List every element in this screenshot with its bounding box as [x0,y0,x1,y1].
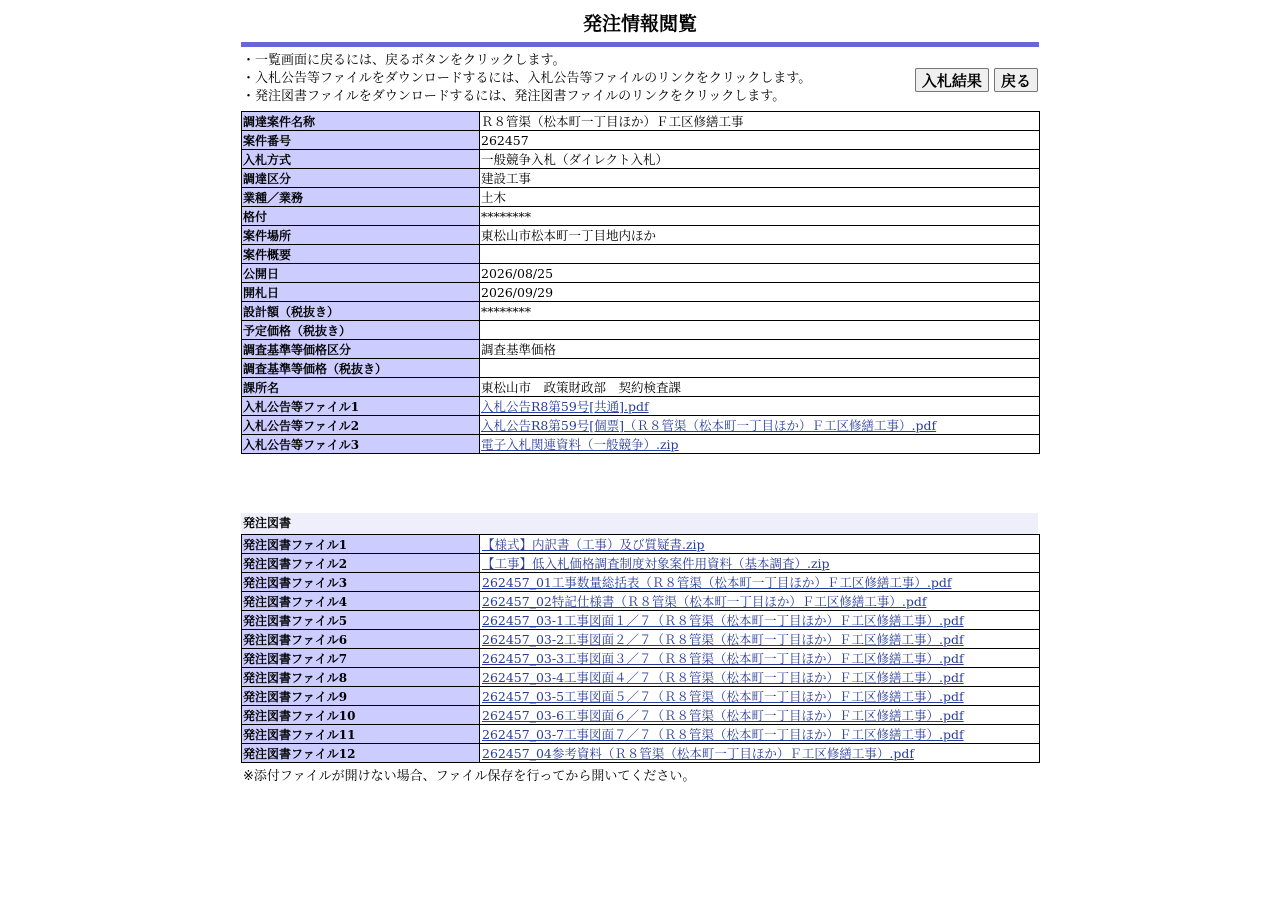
row-value-cell [480,397,1040,416]
instruction-drawing-download: ・発注図書ファイルをダウンロードするには、発注図書ファイルのリンクをクリックします。 [242,89,786,104]
file-download-link[interactable]: 入札公告R8第59号[共通].pdf [481,399,649,414]
info-row [242,169,1040,188]
row-value-cell [480,226,1040,245]
row-value-cell [480,416,1040,435]
row-label: 格付 [242,207,480,226]
row-value-cell [480,188,1040,207]
info-row [242,131,1040,150]
row-label: 発注図書ファイル1 [242,535,480,554]
row-value-cell [480,725,1040,744]
row-value: 東松山市 政策財政部 契約検査課 [481,380,682,395]
back-button[interactable]: 戻る [994,68,1038,92]
drawing-file-row [242,611,1040,630]
row-label: 開札日 [242,283,480,302]
file-download-link[interactable]: 電子入札関連資料（一般競争）.zip [481,437,679,452]
file-download-link[interactable]: 262457_01工事数量総括表（Ｒ８管渠（松本町一丁目ほか）Ｆ工区修繕工事）.pdf [482,575,952,590]
row-value-cell [480,706,1040,725]
bid-results-button[interactable]: 入札結果 [915,68,989,92]
row-value: 土木 [481,190,507,205]
row-label: 発注図書ファイル12 [242,744,480,763]
row-label: 発注図書ファイル7 [242,649,480,668]
instructions-list [242,52,811,106]
row-label: 入札公告等ファイル2 [242,416,480,435]
drawing-file-row [242,630,1040,649]
row-value-cell [480,207,1040,226]
file-download-link[interactable]: 262457_03-4工事図面４／７（Ｒ８管渠（松本町一丁目ほか）Ｆ工区修繕工事）.pdf [482,670,964,685]
row-value: ******** [481,303,531,319]
row-value-cell [480,340,1040,359]
row-label: 発注図書ファイル3 [242,573,480,592]
row-value: 東松山市松本町一丁目地内ほか [481,228,657,243]
file-download-link[interactable]: 262457_03-5工事図面５／７（Ｒ８管渠（松本町一丁目ほか）Ｆ工区修繕工事）.pdf [482,689,964,704]
row-value: 262457 [481,132,529,148]
drawings-heading: 発注図書 [241,513,1038,534]
row-label: 調達区分 [242,169,480,188]
row-value-cell [480,302,1040,321]
file-download-link[interactable]: 262457_03-6工事図面６／７（Ｒ８管渠（松本町一丁目ほか）Ｆ工区修繕工事）.pdf [482,708,964,723]
row-label: 設計額（税抜き） [242,302,480,321]
info-row [242,340,1040,359]
info-row [242,207,1040,226]
row-value-cell [480,378,1040,397]
info-row [242,150,1040,169]
page-container [241,0,1039,454]
page-title: 発注情報閲覧 [582,13,697,35]
instruction-announcement-download: ・入札公告等ファイルをダウンロードするには、入札公告等ファイルのリンクをクリックします。 [242,71,812,86]
row-value-cell [480,245,1040,264]
row-value-cell [480,592,1040,611]
action-buttons [915,68,1038,92]
row-label: 入札方式 [242,150,480,169]
info-row [242,188,1040,207]
row-label: 入札公告等ファイル3 [242,435,480,454]
row-label: 発注図書ファイル11 [242,725,480,744]
file-download-link[interactable]: 入札公告R8第59号[個票]（Ｒ８管渠（松本町一丁目ほか）Ｆ工区修繕工事）.pdf [481,418,937,433]
row-value-cell [480,321,1040,340]
drawing-file-row [242,687,1040,706]
info-row [242,264,1040,283]
file-download-link[interactable]: 262457_03-2工事図面２／７（Ｒ８管渠（松本町一丁目ほか）Ｆ工区修繕工事）.pdf [482,632,964,647]
file-download-link[interactable]: 【工事】低入札価格調査制度対象案件用資料（基本調査）.zip [482,556,830,571]
drawing-file-row [242,668,1040,687]
drawings-section [241,513,1040,784]
row-value: ******** [481,208,531,224]
row-label: 入札公告等ファイル1 [242,397,480,416]
procurement-info-table [241,111,1040,454]
row-label: 発注図書ファイル5 [242,611,480,630]
row-value: 2026/09/29 [481,284,554,300]
row-label: 公開日 [242,264,480,283]
drawing-file-row [242,649,1040,668]
drawings-table [241,534,1040,763]
attachment-footnote: ※添付ファイルが開けない場合、ファイル保存を行ってから開いてください。 [243,769,696,784]
row-label: 発注図書ファイル4 [242,592,480,611]
info-row [242,283,1040,302]
row-value-cell [480,535,1040,554]
drawing-file-row [242,706,1040,725]
row-value: 建設工事 [481,171,532,186]
row-value-cell [480,359,1040,378]
file-download-link[interactable]: 262457_03-7工事図面７／７（Ｒ８管渠（松本町一丁目ほか）Ｆ工区修繕工事）.pdf [482,727,964,742]
drawing-file-row [242,573,1040,592]
row-label: 調査基準等価格区分 [242,340,480,359]
row-label: 案件番号 [242,131,480,150]
row-label: 調査基準等価格（税抜き） [242,359,480,378]
row-value-cell [480,131,1040,150]
row-label: 発注図書ファイル6 [242,630,480,649]
row-value: 調査基準価格 [481,342,557,357]
row-label: 発注図書ファイル9 [242,687,480,706]
row-value-cell [480,630,1040,649]
row-value-cell [480,112,1040,131]
row-value: 2026/08/25 [481,265,554,281]
row-value-cell [480,649,1040,668]
info-row [242,302,1040,321]
info-row [242,226,1040,245]
info-row [242,112,1040,131]
row-value-cell [480,611,1040,630]
row-value: Ｒ８管渠（松本町一丁目ほか）Ｆ工区修繕工事 [481,114,744,129]
info-row [242,245,1040,264]
drawing-file-row [242,592,1040,611]
row-label: 案件概要 [242,245,480,264]
drawing-file-row [242,744,1040,763]
row-label: 予定価格（税抜き） [242,321,480,340]
row-value-cell [480,264,1040,283]
row-label: 発注図書ファイル8 [242,668,480,687]
info-row [242,359,1040,378]
file-download-link[interactable]: 262457_04参考資料（Ｒ８管渠（松本町一丁目ほか）Ｆ工区修繕工事）.pdf [482,746,914,761]
row-value-cell [480,573,1040,592]
row-value-cell [480,169,1040,188]
row-value-cell [480,435,1040,454]
row-label: 発注図書ファイル10 [242,706,480,725]
row-label: 業種／業務 [242,188,480,207]
info-row [242,435,1040,454]
info-row [242,378,1040,397]
info-row [242,397,1040,416]
row-value-cell [480,283,1040,302]
file-download-link[interactable]: 262457_03-1工事図面１／７（Ｒ８管渠（松本町一丁目ほか）Ｆ工区修繕工事）.pdf [482,613,964,628]
row-label: 発注図書ファイル2 [242,554,480,573]
row-value-cell [480,744,1040,763]
row-value-cell [480,150,1040,169]
info-row [242,416,1040,435]
file-download-link[interactable]: 262457_03-3工事図面３／７（Ｒ８管渠（松本町一丁目ほか）Ｆ工区修繕工事）.pdf [482,651,964,666]
drawing-file-row [242,554,1040,573]
row-value: 一般競争入札（ダイレクト入札） [481,152,669,167]
row-value-cell [480,687,1040,706]
row-value-cell [480,668,1040,687]
row-value-cell [480,554,1040,573]
drawing-file-row [242,725,1040,744]
file-download-link[interactable]: 【様式】内訳書（工事）及び質疑書.zip [482,537,705,552]
info-row [242,321,1040,340]
drawing-file-row [242,535,1040,554]
instruction-back: ・一覧画面に戻るには、戻るボタンをクリックします。 [242,53,566,68]
row-label: 調達案件名称 [242,112,480,131]
row-label: 案件場所 [242,226,480,245]
file-download-link[interactable]: 262457_02特記仕様書（Ｒ８管渠（松本町一丁目ほか）Ｆ工区修繕工事）.pdf [482,594,927,609]
row-label: 課所名 [242,378,480,397]
instructions-area [241,47,1039,111]
